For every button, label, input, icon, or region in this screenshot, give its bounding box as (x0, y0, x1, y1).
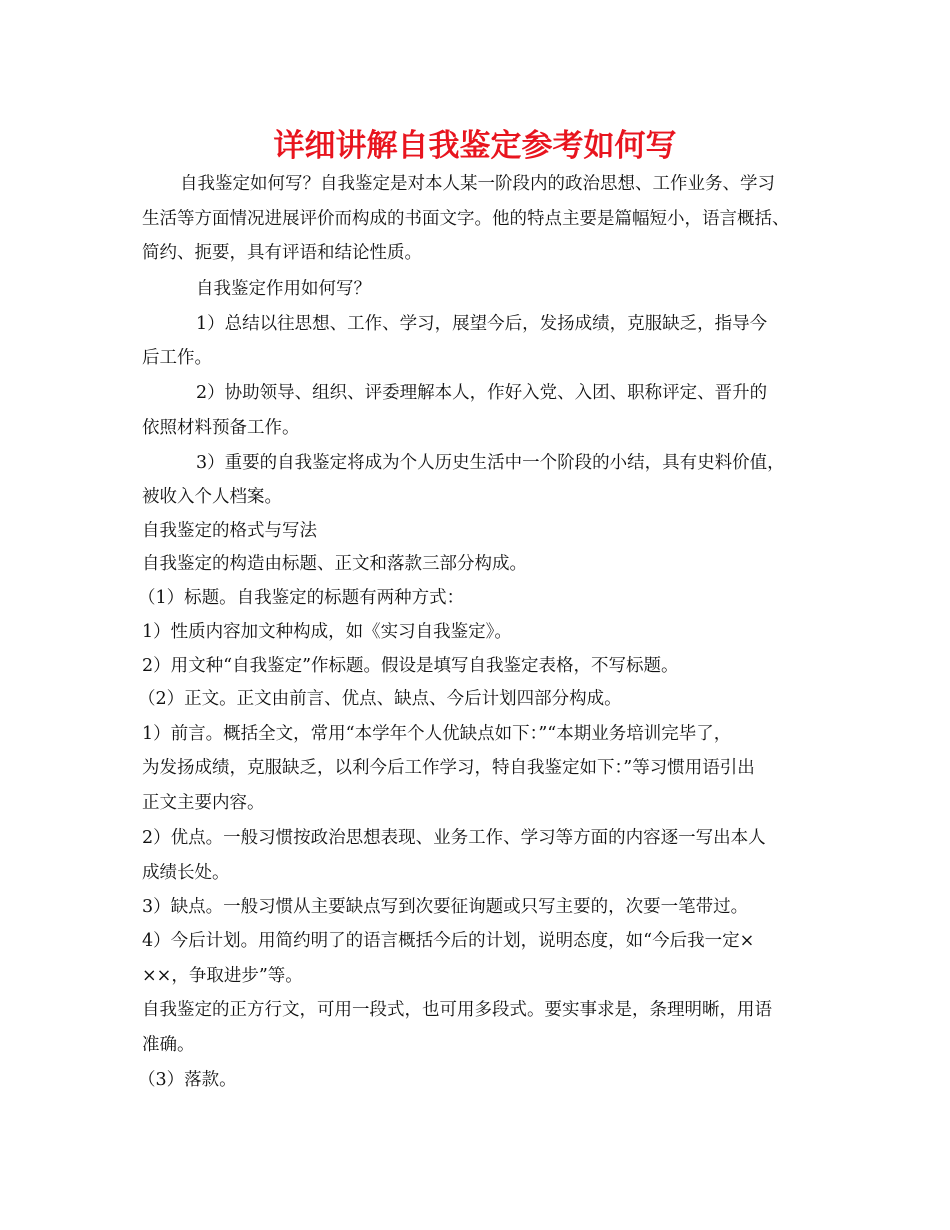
paragraph-line: 3）重要的自我鉴定将成为个人历史生活中一个阶段的小结，具有史料价值， (196, 453, 785, 473)
paragraph-line: 自我鉴定的构造由标题、正文和落款三部分构成。 (142, 554, 527, 574)
section-heading: 自我鉴定的格式与写法 (142, 521, 317, 541)
paragraph-line: 2）优点。一般习惯按政治思想表现、业务工作、学习等方面的内容逐一写出本人 (142, 828, 766, 848)
paragraph-line: 4）今后计划。用简约明了的语言概括今后的计划，说明态度，如“今后我一定× (142, 931, 755, 951)
paragraph-line: （3）落款。 (138, 1070, 237, 1090)
paragraph-line: （1）标题。自我鉴定的标题有两种方式： (138, 588, 465, 608)
paragraph-line: 3）缺点。一般习惯从主要缺点写到次要征询题或只写主要的，次要一笔带过。 (142, 897, 749, 917)
paragraph-line: 1）性质内容加文种构成，如《实习自我鉴定》。 (142, 622, 512, 642)
paragraph-line: 自我鉴定作用如何写？ (196, 279, 371, 299)
paragraph-line: ××，争取进步”等。 (142, 966, 303, 986)
document-title: 详细讲解自我鉴定参考如何写 (273, 128, 677, 164)
paragraph-line: 依照材料预备工作。 (142, 418, 300, 438)
paragraph-line: 1）前言。概括全文，常用“本学年个人优缺点如下：”“本期业务培训完毕了， (142, 724, 732, 744)
paragraph-line: 后工作。 (142, 348, 212, 368)
paragraph-line: 简约、扼要，具有评语和结论性质。 (142, 243, 422, 263)
paragraph-line: 成绩长处。 (142, 863, 230, 883)
paragraph-line: 生活等方面情况进展评价而构成的书面文字。他的特点主要是篇幅短小，语言概括、 (142, 209, 790, 229)
paragraph-line: 自我鉴定如何写？自我鉴定是对本人某一阶段内的政治思想、工作业务、学习 (180, 174, 775, 194)
paragraph-line: 2）协助领导、组织、评委理解本人，作好入党、入团、职称评定、晋升的 (196, 383, 768, 403)
paragraph-line: 1）总结以往思想、工作、学习，展望今后，发扬成绩，克服缺乏，指导今 (196, 314, 768, 334)
paragraph-line: 为发扬成绩，克服缺乏，以利今后工作学习，特自我鉴定如下：”等习惯用语引出 (142, 758, 755, 778)
paragraph-line: 准确。 (142, 1035, 195, 1055)
paragraph-line: 自我鉴定的正方行文，可用一段式，也可用多段式。要实事求是，条理明晰，用语 (142, 1000, 772, 1020)
paragraph-line: （2）正文。正文由前言、优点、缺点、今后计划四部分构成。 (138, 689, 622, 709)
paragraph-line: 2）用文种“自我鉴定”作标题。假设是填写自我鉴定表格，不写标题。 (142, 656, 679, 676)
paragraph-line: 被收入个人档案。 (142, 487, 282, 507)
paragraph-line: 正文主要内容。 (142, 793, 265, 813)
